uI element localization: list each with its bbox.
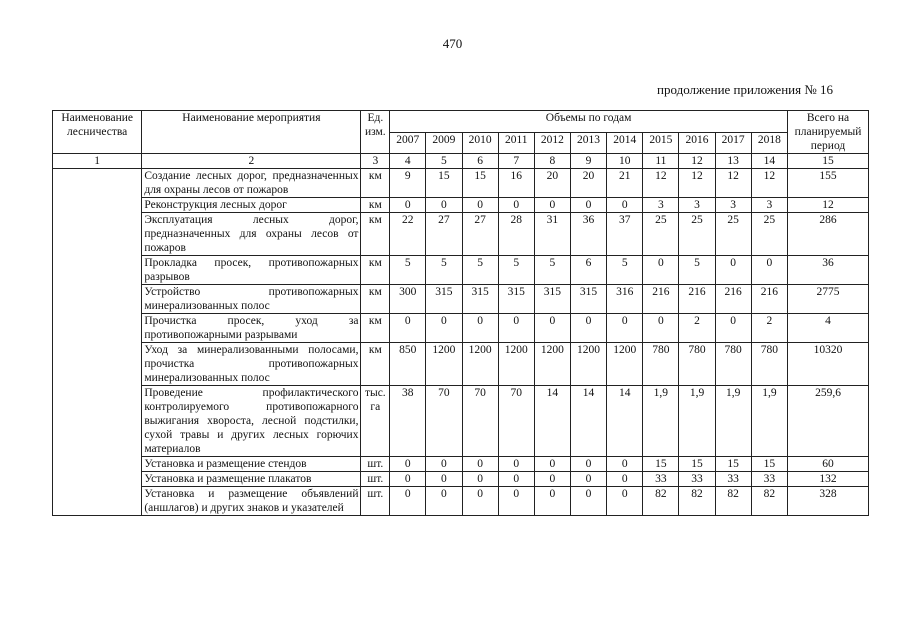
- activity-cell: Прокладка просек, противопожарных разрывов: [142, 256, 361, 285]
- header-forestry: Наименование лесничества: [53, 111, 142, 154]
- total-cell: 328: [788, 487, 869, 516]
- activity-cell: Установка и размещение объявлений (аншлагов) и других знаков и указателей: [142, 487, 361, 516]
- value-cell: 12: [751, 169, 787, 198]
- value-cell: 3: [751, 198, 787, 213]
- total-cell: 36: [788, 256, 869, 285]
- value-cell: 9: [390, 169, 426, 198]
- value-cell: 3: [643, 198, 679, 213]
- value-cell: 70: [462, 386, 498, 457]
- column-number: 2: [142, 154, 361, 169]
- value-cell: 850: [390, 343, 426, 386]
- value-cell: 12: [715, 169, 751, 198]
- activity-cell: Создание лесных дорог, предназначенных для охраны лесов от пожаров: [142, 169, 361, 198]
- value-cell: 216: [679, 285, 715, 314]
- unit-cell: км: [361, 343, 390, 386]
- column-number: 11: [643, 154, 679, 169]
- value-cell: 0: [390, 314, 426, 343]
- value-cell: 216: [715, 285, 751, 314]
- value-cell: 0: [607, 487, 643, 516]
- value-cell: 780: [715, 343, 751, 386]
- value-cell: 82: [679, 487, 715, 516]
- value-cell: 5: [390, 256, 426, 285]
- value-cell: 12: [643, 169, 679, 198]
- value-cell: 0: [390, 487, 426, 516]
- column-number: 1: [53, 154, 142, 169]
- table-row: [53, 472, 869, 487]
- column-number: 12: [679, 154, 715, 169]
- value-cell: 82: [751, 487, 787, 516]
- value-cell: 0: [534, 314, 570, 343]
- value-cell: 5: [426, 256, 462, 285]
- column-number: 6: [462, 154, 498, 169]
- value-cell: 0: [751, 256, 787, 285]
- continuation-caption: продолжение приложения № 16: [657, 82, 833, 97]
- table-row: [53, 169, 869, 198]
- value-cell: 27: [462, 213, 498, 256]
- value-cell: 216: [643, 285, 679, 314]
- value-cell: 0: [498, 487, 534, 516]
- value-cell: 315: [426, 285, 462, 314]
- value-cell: 0: [534, 487, 570, 516]
- header-activity: Наименование мероприятия: [142, 111, 361, 154]
- value-cell: 315: [570, 285, 606, 314]
- unit-cell: км: [361, 198, 390, 213]
- value-cell: 1,9: [715, 386, 751, 457]
- activity-cell: Установка и размещение плакатов: [142, 472, 361, 487]
- value-cell: 16: [498, 169, 534, 198]
- value-cell: 0: [390, 472, 426, 487]
- total-cell: 60: [788, 457, 869, 472]
- value-cell: 25: [715, 213, 751, 256]
- value-cell: 0: [643, 314, 679, 343]
- header-year: 2010: [462, 132, 498, 154]
- value-cell: 0: [607, 472, 643, 487]
- activity-cell: Проведение профилактического контролируемого противопожарного выжигания хвороста, лесной подстилки, сухой травы и других лесных горючих материалов: [142, 386, 361, 457]
- value-cell: 0: [534, 198, 570, 213]
- value-cell: 1,9: [643, 386, 679, 457]
- column-number: 10: [607, 154, 643, 169]
- value-cell: 5: [462, 256, 498, 285]
- value-cell: 15: [643, 457, 679, 472]
- column-number: 8: [534, 154, 570, 169]
- value-cell: 1200: [570, 343, 606, 386]
- unit-cell: км: [361, 213, 390, 256]
- column-number: 3: [361, 154, 390, 169]
- value-cell: 3: [679, 198, 715, 213]
- value-cell: 1,9: [679, 386, 715, 457]
- value-cell: 25: [679, 213, 715, 256]
- table-body: [53, 169, 869, 516]
- activity-cell: Установка и размещение стендов: [142, 457, 361, 472]
- header-year: 2012: [534, 132, 570, 154]
- total-cell: 4: [788, 314, 869, 343]
- value-cell: 20: [570, 169, 606, 198]
- header-unit: Ед. изм.: [361, 111, 390, 154]
- value-cell: 15: [462, 169, 498, 198]
- table-row: [53, 457, 869, 472]
- unit-cell: км: [361, 256, 390, 285]
- unit-cell: шт.: [361, 487, 390, 516]
- unit-cell: шт.: [361, 457, 390, 472]
- value-cell: 0: [534, 457, 570, 472]
- value-cell: 21: [607, 169, 643, 198]
- unit-cell: км: [361, 285, 390, 314]
- value-cell: 37: [607, 213, 643, 256]
- value-cell: 0: [426, 487, 462, 516]
- value-cell: 20: [534, 169, 570, 198]
- activity-cell: Уход за минерализованными полосами, прочистка противопожарных минерализованных полос: [142, 343, 361, 386]
- value-cell: 25: [643, 213, 679, 256]
- value-cell: 15: [751, 457, 787, 472]
- value-cell: 0: [426, 457, 462, 472]
- value-cell: 33: [643, 472, 679, 487]
- value-cell: 0: [715, 314, 751, 343]
- value-cell: 0: [607, 457, 643, 472]
- value-cell: 33: [715, 472, 751, 487]
- unit-cell: км: [361, 169, 390, 198]
- activity-cell: Устройство противопожарных минерализованных полос: [142, 285, 361, 314]
- column-number: 7: [498, 154, 534, 169]
- table-row: [53, 386, 869, 457]
- column-number: 4: [390, 154, 426, 169]
- table-row: [53, 256, 869, 285]
- value-cell: 780: [643, 343, 679, 386]
- header-year: 2011: [498, 132, 534, 154]
- header-year: 2009: [426, 132, 462, 154]
- total-cell: 132: [788, 472, 869, 487]
- value-cell: 0: [715, 256, 751, 285]
- value-cell: 6: [570, 256, 606, 285]
- value-cell: 14: [570, 386, 606, 457]
- value-cell: 12: [679, 169, 715, 198]
- header-year: 2017: [715, 132, 751, 154]
- column-number: 13: [715, 154, 751, 169]
- value-cell: 2: [679, 314, 715, 343]
- value-cell: 0: [498, 457, 534, 472]
- value-cell: 0: [426, 314, 462, 343]
- value-cell: 0: [462, 314, 498, 343]
- value-cell: 3: [715, 198, 751, 213]
- column-number: 9: [570, 154, 606, 169]
- value-cell: 0: [426, 472, 462, 487]
- header-year: 2014: [607, 132, 643, 154]
- value-cell: 15: [715, 457, 751, 472]
- value-cell: 14: [607, 386, 643, 457]
- unit-cell: шт.: [361, 472, 390, 487]
- value-cell: 5: [679, 256, 715, 285]
- value-cell: 33: [679, 472, 715, 487]
- value-cell: 0: [390, 198, 426, 213]
- value-cell: 82: [715, 487, 751, 516]
- value-cell: 0: [462, 487, 498, 516]
- total-cell: 259,6: [788, 386, 869, 457]
- table-row: [53, 487, 869, 516]
- value-cell: 70: [498, 386, 534, 457]
- column-number-row: [53, 154, 869, 169]
- activity-cell: Реконструкция лесных дорог: [142, 198, 361, 213]
- value-cell: 0: [570, 314, 606, 343]
- table-row: [53, 198, 869, 213]
- column-number: 5: [426, 154, 462, 169]
- header-volumes: Объемы по годам: [390, 111, 788, 133]
- total-cell: 155: [788, 169, 869, 198]
- value-cell: 300: [390, 285, 426, 314]
- value-cell: 0: [462, 198, 498, 213]
- value-cell: 70: [426, 386, 462, 457]
- value-cell: 38: [390, 386, 426, 457]
- header-year: 2018: [751, 132, 787, 154]
- total-cell: 10320: [788, 343, 869, 386]
- value-cell: 0: [643, 256, 679, 285]
- table-row: [53, 285, 869, 314]
- value-cell: 216: [751, 285, 787, 314]
- value-cell: 1,9: [751, 386, 787, 457]
- value-cell: 1200: [462, 343, 498, 386]
- value-cell: 2: [751, 314, 787, 343]
- value-cell: 25: [751, 213, 787, 256]
- page-number: 470: [442, 36, 463, 51]
- value-cell: 1200: [607, 343, 643, 386]
- header-year: 2013: [570, 132, 606, 154]
- value-cell: 1200: [498, 343, 534, 386]
- forestry-name-cell: [53, 169, 142, 516]
- value-cell: 0: [607, 198, 643, 213]
- header-year: 2015: [643, 132, 679, 154]
- value-cell: 0: [570, 472, 606, 487]
- value-cell: 0: [498, 472, 534, 487]
- value-cell: 5: [607, 256, 643, 285]
- header-total: Всего на планируемый период: [788, 111, 869, 154]
- value-cell: 0: [570, 457, 606, 472]
- value-cell: 316: [607, 285, 643, 314]
- total-cell: 2775: [788, 285, 869, 314]
- value-cell: 82: [643, 487, 679, 516]
- unit-cell: км: [361, 314, 390, 343]
- value-cell: 28: [498, 213, 534, 256]
- value-cell: 31: [534, 213, 570, 256]
- total-cell: 286: [788, 213, 869, 256]
- table-row: [53, 343, 869, 386]
- activity-cell: Эксплуатация лесных дорог, предназначенных для охраны лесов от пожаров: [142, 213, 361, 256]
- value-cell: 15: [679, 457, 715, 472]
- value-cell: 5: [534, 256, 570, 285]
- header-year: 2016: [679, 132, 715, 154]
- activity-cell: Прочистка просек, уход за противопожарными разрывами: [142, 314, 361, 343]
- unit-cell: тыс. га: [361, 386, 390, 457]
- value-cell: 36: [570, 213, 606, 256]
- header-year: 2007: [390, 132, 426, 154]
- forest-fire-measures-table: [52, 110, 869, 516]
- value-cell: 780: [751, 343, 787, 386]
- value-cell: 780: [679, 343, 715, 386]
- value-cell: 315: [462, 285, 498, 314]
- value-cell: 315: [534, 285, 570, 314]
- value-cell: 1200: [426, 343, 462, 386]
- value-cell: 0: [570, 487, 606, 516]
- column-number: 14: [751, 154, 787, 169]
- table-row: [53, 314, 869, 343]
- value-cell: 0: [570, 198, 606, 213]
- value-cell: 15: [426, 169, 462, 198]
- value-cell: 315: [498, 285, 534, 314]
- total-cell: 12: [788, 198, 869, 213]
- value-cell: 33: [751, 472, 787, 487]
- value-cell: 14: [534, 386, 570, 457]
- value-cell: 27: [426, 213, 462, 256]
- value-cell: 0: [426, 198, 462, 213]
- value-cell: 1200: [534, 343, 570, 386]
- value-cell: 0: [390, 457, 426, 472]
- column-number: 15: [788, 154, 869, 169]
- value-cell: 0: [607, 314, 643, 343]
- value-cell: 0: [498, 198, 534, 213]
- value-cell: 0: [498, 314, 534, 343]
- value-cell: 22: [390, 213, 426, 256]
- value-cell: 0: [462, 472, 498, 487]
- value-cell: 0: [534, 472, 570, 487]
- table-row: [53, 213, 869, 256]
- value-cell: 5: [498, 256, 534, 285]
- value-cell: 0: [462, 457, 498, 472]
